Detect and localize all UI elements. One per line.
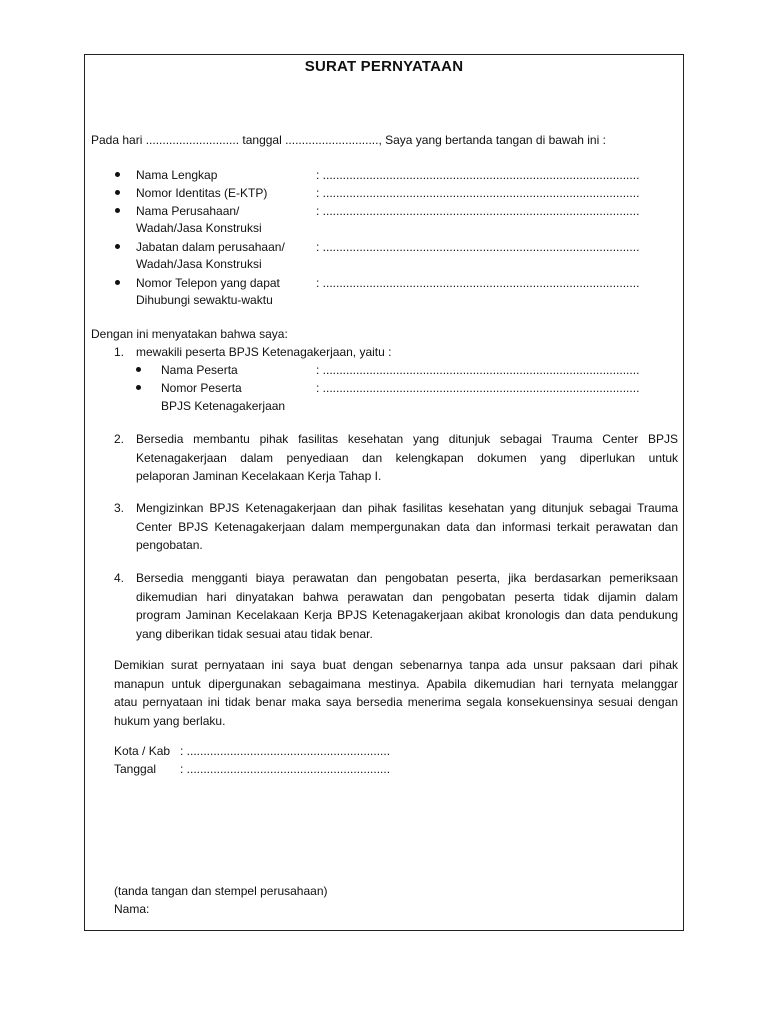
field-label-nama-lengkap: Nama Lengkap — [136, 168, 218, 182]
field-value-nama-lengkap: : ............................................................................................... — [316, 168, 640, 182]
bullet-icon — [115, 208, 120, 213]
date-label: Tanggal — [114, 762, 157, 776]
field-label-nomor-identitas: Nomor Identitas (E-KTP) — [136, 186, 268, 200]
field-label-jabatan: Jabatan dalam perusahaan/ — [136, 240, 285, 254]
item-number: 3. — [114, 501, 125, 515]
field-label-nama-perusahaan: Nama Perusahaan/ — [136, 204, 240, 218]
subfield-label-nama-peserta: Nama Peserta — [161, 363, 238, 377]
paragraph-line: Ketenagakerjaan dalam penyediaan dan kelengkapan dokumen yang diperlukan untuk — [136, 450, 678, 465]
bullet-icon — [115, 280, 120, 285]
paragraph-line: program Jaminan Kecelakaan Kerja BPJS Ketenagakerjaan akibat kronologis dan data pendukung — [136, 608, 678, 622]
field-value-jabatan: : ............................................................................................... — [316, 240, 640, 254]
paragraph-line: pengobatan. — [136, 538, 203, 552]
paragraph-line: Demikian surat pernyataan ini saya buat dengan sebenarnya tanpa ada unsur paksaan dari pihak — [114, 658, 678, 672]
item-number: 1. — [114, 345, 125, 359]
paragraph-line: Mengizinkan BPJS Ketenagakerjaan dan pihak fasilitas kesehatan yang ditunjuk sebagai Trauma — [136, 501, 678, 515]
field-label-jabatan-line2: Wadah/Jasa Konstruksi — [136, 257, 262, 271]
bullet-icon — [115, 172, 120, 177]
item-1-text: mewakili peserta BPJS Ketenagakerjaan, yaitu : — [136, 345, 392, 359]
subfield-label-nomor-peserta-line2: BPJS Ketenagakerjaan — [161, 399, 286, 413]
declaration-intro: Dengan ini menyatakan bahwa saya: — [91, 327, 288, 341]
field-value-nama-perusahaan: : ............................................................................................... — [316, 204, 640, 218]
bullet-icon — [136, 385, 141, 390]
subfield-value-nomor-peserta: : ............................................................................................... — [316, 381, 640, 395]
paragraph-line: atau pernyataan ini tidak benar maka saya bersedia menerima segala konsekuensinya sesuai dengan — [114, 695, 678, 709]
item-number: 2. — [114, 432, 125, 446]
paragraph-line: manapun untuk dipergunakan sebagaimana mestinya. Apabila dikemudian hari ternyata melanggar — [114, 676, 678, 691]
subfield-label-nomor-peserta: Nomor Peserta — [161, 381, 242, 395]
subfield-value-nama-peserta: : ............................................................................................... — [316, 363, 640, 377]
item-4-paragraph — [136, 569, 678, 643]
field-value-nomor-identitas: : ............................................................................................... — [316, 186, 640, 200]
signature-note: (tanda tangan dan stempel perusahaan) — [114, 884, 328, 898]
name-label: Nama: — [114, 902, 150, 916]
item-2-paragraph — [136, 430, 678, 486]
place-label: Kota / Kab — [114, 744, 171, 758]
paragraph-line: dikemudian hari dinyatakan bahwa perawatan dan pengobatan peserta tidak dijamin dalam — [136, 589, 678, 604]
place-value: : ............................................................. — [180, 744, 391, 758]
date-value: : ............................................................. — [180, 762, 391, 776]
field-label-nama-perusahaan-line2: Wadah/Jasa Konstruksi — [136, 221, 262, 235]
paragraph-line: pelaporan Jaminan Kecelakaan Kerja Tahap I. — [136, 469, 382, 483]
field-value-nomor-telepon: : ............................................................................................... — [316, 276, 640, 290]
bullet-icon — [136, 367, 141, 372]
closing-paragraph — [114, 656, 678, 730]
field-label-nomor-telepon-line2: Dihubungi sewaktu-waktu — [136, 293, 273, 307]
field-label-nomor-telepon: Nomor Telepon yang dapat — [136, 276, 280, 290]
paragraph-line: Bersedia mengganti biaya perawatan dan pengobatan peserta, jika berdasarkan pemeriksaan — [136, 571, 678, 585]
bullet-icon — [115, 244, 120, 249]
document-title: SURAT PERNYATAAN — [304, 58, 464, 75]
intro-line: Pada hari ............................ tanggal ............................, Saya yang bertanda tangan di bawah ini : — [91, 133, 606, 147]
bullet-icon — [115, 190, 120, 195]
paragraph-line: yang diberikan tidak sesuai atau tidak benar. — [136, 626, 373, 641]
paragraph-line: Bersedia membantu pihak fasilitas kesehatan yang ditunjuk sebagai Trauma Center BPJS — [136, 432, 678, 446]
item-number: 4. — [114, 571, 125, 585]
item-3-paragraph — [136, 499, 678, 555]
paragraph-line: Center BPJS Ketenagakerjaan dalam mempergunakan data dan informasi terkait perawatan dan — [136, 519, 678, 534]
paragraph-line: hukum yang berlaku. — [114, 713, 226, 728]
